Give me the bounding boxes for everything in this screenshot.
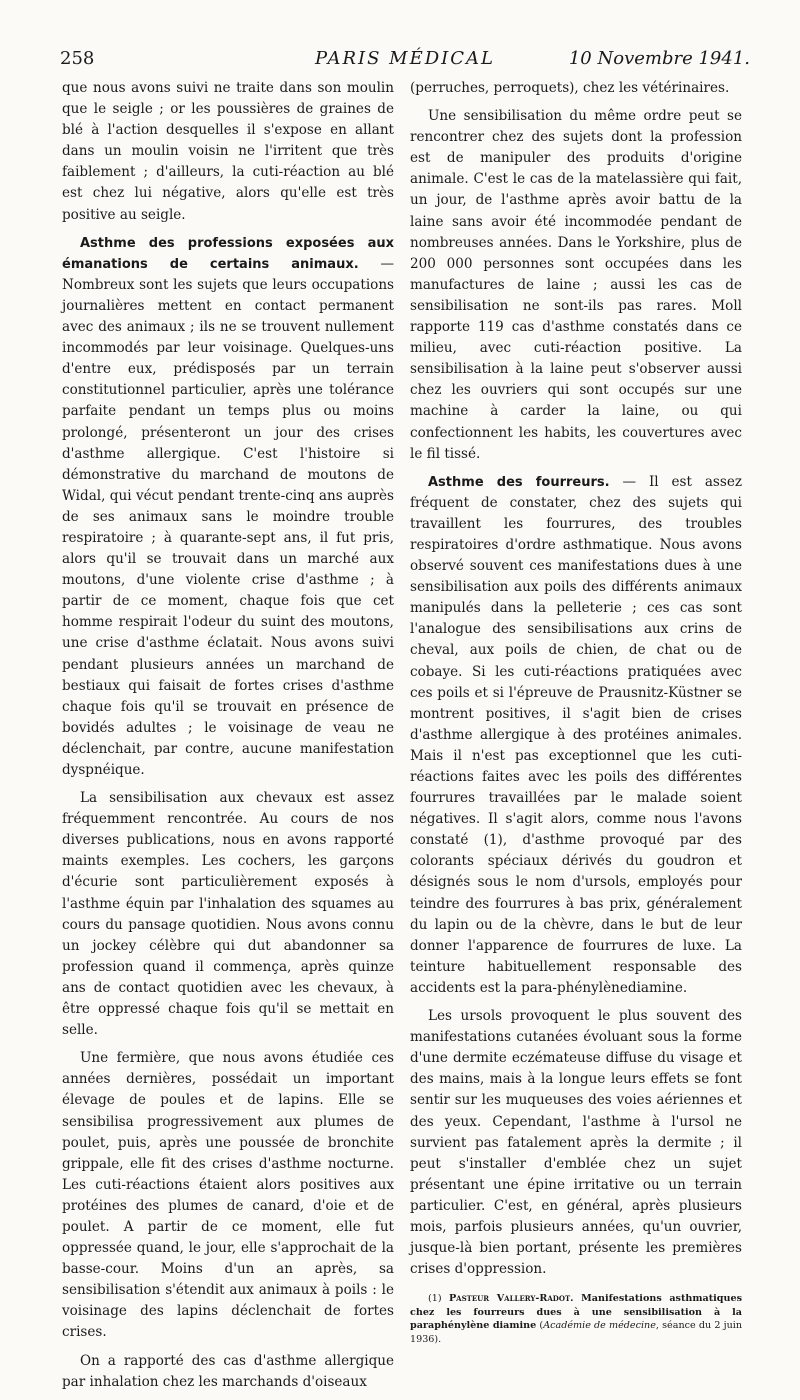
paragraph: La sensibilisation aux chevaux est assez fréquemment rencontrée. Au cours de nos diverses publications, nous en avons rapporté maints exemples. Les cochers, les garçons d'écurie sont particulièrement exposés à l'asthme équin par l'inhalation des squames au cours du pansage quotidien. Nous avons connu un jockey célèbre qui dut abandonner sa profession quand il commença, après quinze ans de contact quotidien avec les chevaux, à être oppressé chaque fois qu'il se mettait en selle.	[62, 790, 394, 1039]
page-number: 258	[60, 48, 95, 69]
footnote-number: (1)	[428, 1293, 449, 1305]
footnote-paren: (	[536, 1320, 544, 1332]
paragraph: On a rapporté des cas d'asthme allergique par inhalation chez les marchands d'oiseaux	[62, 1352, 394, 1390]
footnote	[410, 1292, 742, 1346]
section-heading: Asthme des fourreurs.	[428, 474, 610, 490]
paragraph: (perruches, perroquets), chez les vétérinaires.	[410, 80, 730, 96]
paragraph-text: — Il est assez fréquent de constater, chez des sujets qui travaillent les fourrures, des troubles respiratoires d'ordre asthmatique. Nous avons observé souvent ces manifestations dues à une sensibilisation aux poils des différents animaux manipulés dans la pelleterie ; ces cas sont l'analogue des sensibilisations aux crins de cheval, aux poils de chien, de chat ou de cobaye. Si les cuti-réactions pratiquées avec ces poils et si l'épreuve de Prausnitz-Küstner se montrent positives, il s'agit bien de crises d'asthme allergique à des protéines animales. Mais il n'est pas exceptionnel que les cuti-réactions faites avec les poils des différentes fourrures travaillées par le malade soient négatives. Il s'agit alors, comme nous l'avons constaté (1), d'asthme provoqué par des colorants spéciaux dérivés du goudron et désignés sous le nom d'ursols, employés pour teindre des fourrures à bas prix, généralement du lapin ou de la chèvre, dans le but de leur donner l'apparence de fourrures de luxe. La teinture habituellement responsable des accidents est la para-phénylènediamine.	[410, 473, 742, 996]
footnote-date: , séance du 2 juin 1936).	[410, 1320, 743, 1345]
footnote-title: Manifestations asthmatiques chez les fourreurs dues à une sensibilisation à la paraphénylène diamine	[410, 1293, 743, 1332]
right-column	[410, 78, 742, 1346]
paragraph-text: — Nombreux sont les sujets que leurs occupations journalières mettent en contact permanent avec des animaux ; ils ne se trouvent nullement incommodés par leur voisinage. Quelques-uns d'entre eux, prédisposés par un terrain constitutionnel particulier, après une tolérance parfaite pendant un temps plus ou moins prolongé, présenteront un jour des crises d'asthme allergique. C'est l'histoire si démonstrative du marchand de moutons de Widal, qui vécut pendant trente-cinq ans auprès de ses animaux sans le moindre trouble respiratoire ; à quarante-sept ans, il fut pris, alors qu'il se trouvait dans un marché aux moutons, d'une violente crise d'asthme ; à partir de ce moment, chaque fois que cet homme respirait l'odeur du suint des moutons, une crise d'asthme éclatait. Nous avons suivi pendant plusieurs années un marchand de bestiaux qui faisait de fortes crises d'asthme chaque fois qu'il se trouvait en présence de bovidés adultes ; le voisinage de veau ne déclenchait, par contre, aucune manifestation dyspnéique.	[62, 255, 394, 778]
paragraph	[410, 472, 742, 999]
paragraph: Une fermière, que nous avons étudiée ces années dernières, possédait un important élevage de poules et de lapins. Elle se sensibilisa progressivement aux plumes de poulet, puis, après une poussée de bronchite grippale, elle fit des crises d'asthme nocturne. Les cuti-réactions étaient alors positives aux protéines des plumes de canard, d'oie et de poulet. A partir de ce moment, elle fut oppressée quand, le jour, elle s'approchait de la basse-cour. Moins d'un an après, sa sensibilisation s'étendit aux animaux à poils : le voisinage des lapins déclenchait de fortes crises.	[62, 1050, 394, 1341]
paragraph: que nous avons suivi ne traite dans son moulin que le seigle ; or les poussières de graines de blé à l'action desquelles il s'expose en allant dans un moulin voisin ne l'irritent que très faiblement ; d'ailleurs, la cuti-réaction au blé est chez lui négative, alors qu'elle est très positive au seigle.	[62, 80, 394, 223]
left-column	[62, 78, 394, 1400]
section-heading: Asthme des professions exposées aux émanations de certains animaux.	[62, 235, 394, 272]
paragraph	[62, 233, 394, 781]
footnote-source: Académie de médecine	[543, 1320, 656, 1332]
journal-title: PARIS MÉDICAL	[314, 48, 495, 69]
running-header	[60, 48, 750, 74]
paragraph: Une sensibilisation du même ordre peut se rencontrer chez des sujets dont la profession est de manipuler des produits d'origine animale. C'est le cas de la matelassière qui fait, un jour, de l'asthme après avoir battu de la laine sans avoir été incommodée pendant de nombreuses années. Dans le Yorkshire, plus de 200 000 personnes sont occupées dans les manufactures de laine ; aussi les cas de sensibilisation ne sont-ils pas rares. Moll rapporte 119 cas d'asthme constatés dans ce milieu, avec cuti-réaction positive. La sensibilisation à la laine peut s'observer aussi chez les ouvriers qui sont occupés sur une machine à carder la laine, ou qui confectionnent les habits, les couvertures avec le fil tissé.	[410, 108, 742, 462]
paragraph: Les ursols provoquent le plus souvent des manifestations cutanées évoluant sous la forme d'une dermite eczémateuse diffuse du visage et des mains, mais à la longue leurs effets se font sentir sur les muqueuses des voies aériennes et des yeux. Cependant, l'asthme à l'ursol ne survient pas fatalement après la dermite ; il peut s'installer d'emblée chez un sujet présentant une épine irritative ou un terrain particulier. C'est, en général, après plusieurs mois, parfois plusieurs années, qu'un ouvrier, jusque-là bien portant, présente les premières crises d'oppression.	[410, 1008, 742, 1278]
issue-date: 10 Novembre 1941.	[568, 48, 750, 69]
footnote-authors: Pasteur Vallery-Radot.	[448, 1293, 574, 1305]
